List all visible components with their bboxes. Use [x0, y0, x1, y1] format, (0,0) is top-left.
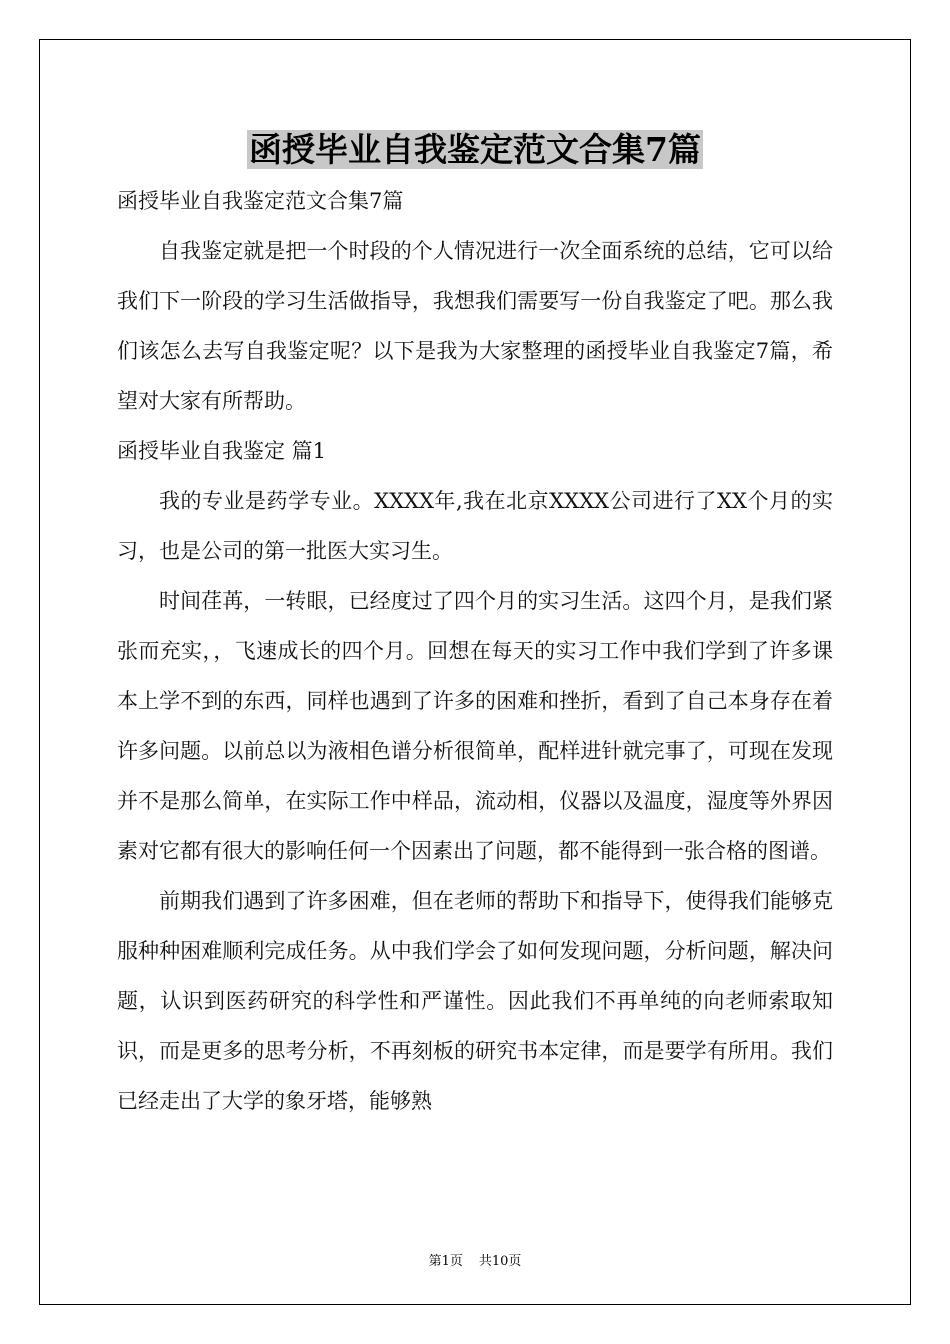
document-subtitle: 函授毕业自我鉴定范文合集7篇	[117, 189, 404, 213]
body-paragraph: 我的专业是药学专业。XXXX年,我在北京XXXX公司进行了XX个月的实习，也是公司的第一批医大实习生。	[117, 489, 833, 563]
intro-paragraph: 自我鉴定就是把一个时段的个人情况进行一次全面系统的总结，它可以给我们下一阶段的学习生活做指导，我想我们需要写一份自我鉴定了吧。那么我们该怎么去写自我鉴定呢？以下是我为大家整理的函授毕业自我鉴定7篇，希望对大家有所帮助。	[117, 239, 833, 413]
body-paragraph: 时间荏苒，一转眼，已经度过了四个月的实习生活。这四个月，是我们紧张而充实，，飞速成长的四个月。回想在每天的实习工作中我们学到了许多课本上学不到的东西，同样也遇到了许多的困难和挫折，看到了自己本身存在着许多问题。以前总以为液相色谱分析很简单，配样进针就完事了，可现在发现并不是那么简单，在实际工作中样品，流动相，仪器以及温度，湿度等外界因素对它都有很大的影响任何一个因素出了问题，都不能得到一张合格的图谱。	[117, 589, 833, 863]
page-footer	[0, 1250, 950, 1269]
page-number: 第1页	[428, 1254, 463, 1269]
page-total: 共10页	[478, 1254, 522, 1269]
document-body	[117, 176, 833, 1126]
section-heading: 函授毕业自我鉴定 篇1	[117, 439, 327, 463]
document-title	[0, 128, 950, 172]
document-title-text: 函授毕业自我鉴定范文合集7篇	[249, 130, 701, 169]
body-paragraph: 前期我们遇到了许多困难，但在老师的帮助下和指导下，使得我们能够克服种种困难顺利完成任务。从中我们学会了如何发现问题，分析问题，解决问题，认识到医药研究的科学性和严谨性。因此我们不再单纯的向老师索取知识，而是更多的思考分析，不再刻板的研究书本定律，而是要学有所用。我们已经走出了大学的象牙塔，能够熟	[117, 889, 833, 1113]
